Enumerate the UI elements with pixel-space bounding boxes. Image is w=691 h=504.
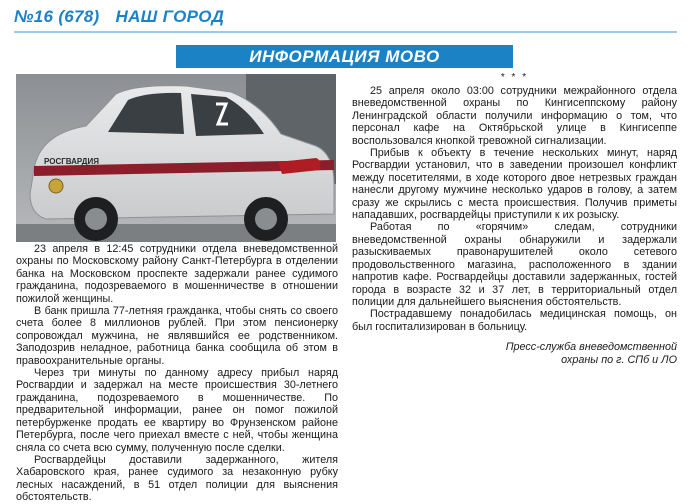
press-service-signature: [352, 341, 677, 366]
newspaper-name: НАШ ГОРОД: [115, 7, 225, 26]
issue-number: №16 (678): [14, 7, 100, 26]
article-paragraph: Пострадавшему понадобилась медицинская помощь, он был госпитализирован в больницу.: [352, 308, 677, 333]
article-separator: * * *: [500, 72, 529, 83]
article-right-column: [352, 72, 677, 366]
article-left-column: [16, 243, 338, 504]
section-title: ИНФОРМАЦИЯ МОВО: [249, 46, 440, 66]
signature-line: охраны по г. СПб и ЛО: [561, 353, 677, 366]
article-paragraph: 25 апреля около 03:00 сотрудники межрайонного отдела вневедомственной охраны по Кингисеппскому району Ленинградской области получили информацию о том, что персонал кафе на Октябрьской улице в Кингисеппе воспользовался кнопкой тревожной сигнализации.: [352, 85, 677, 147]
masthead: [14, 6, 224, 28]
signature-line: Пресс-служба вневедомственной: [505, 341, 677, 354]
police-car-illustration: [16, 74, 336, 242]
car-plate-text: РОСГВАРДИЯ: [44, 157, 99, 166]
article-paragraph: Прибыв к объекту в течение нескольких минут, наряд Росгвардии установил, что в заведении произошел конфликт между посетителями, в ходе которого двое нетрезвых граждан нанесли другому мужчине несколько ударов в голову, а затем сразу же скрылись с места происшествия. Получив приметы нападавших, росгвардейцы приступили к их розыску.: [352, 147, 677, 222]
police-car-photo: [16, 74, 336, 242]
article-paragraph: 23 апреля в 12:45 сотрудники отдела вневедомственной охраны по Московскому району Санкт-Петербурга в отделении банка на Московском проспекте задержали ранее судимого гражданина, подозреваемого в мошенничестве в отношении пожилой женщины.: [16, 243, 338, 305]
masthead-rule: [14, 31, 677, 33]
article-paragraph: В банк пришла 77-летняя гражданка, чтобы снять со своего счета более 8 миллионов рублей. При этом пенсионерку сопровождал мужчина, не являвшийся ее родственником. Заподозрив неладное, работница банка сообщила об этом в правоохранительные органы.: [16, 305, 338, 367]
section-banner: [176, 45, 513, 68]
article-paragraph: Росгвардейцы доставили задержанного, жителя Хабаровского края, ранее судимого за незаконную рубку лесных насаждений, в 51 отдел полиции для выяснения обстоятельств.: [16, 453, 338, 504]
article-paragraph: Через три минуты по данному адресу прибыл наряд Росгвардии и задержал на месте происшествия 30-летнего гражданина, подозреваемого в мошенничестве. По предварительной информации, ранее он помог пожилой петербурженке продать ее квартиру во Фрунзенском районе Петербурга, после чего приехал вместе с ней, чтобы женщина сняла со счета всю сумму, полученную после сделки.: [16, 367, 338, 454]
article-paragraph: Работая по «горячим» следам, сотрудники вневедомственной охраны обнаружили и задержали разыскиваемых правонарушителей около сетевого продовольственного магазина, расположенного в здании напротив кафе. Росгвардейцы доставили задержанных, гостей города в возрасте 32 и 37 лет, в территориальный отдел полиции для дальнейшего выяснения обстоятельств.: [352, 221, 677, 308]
